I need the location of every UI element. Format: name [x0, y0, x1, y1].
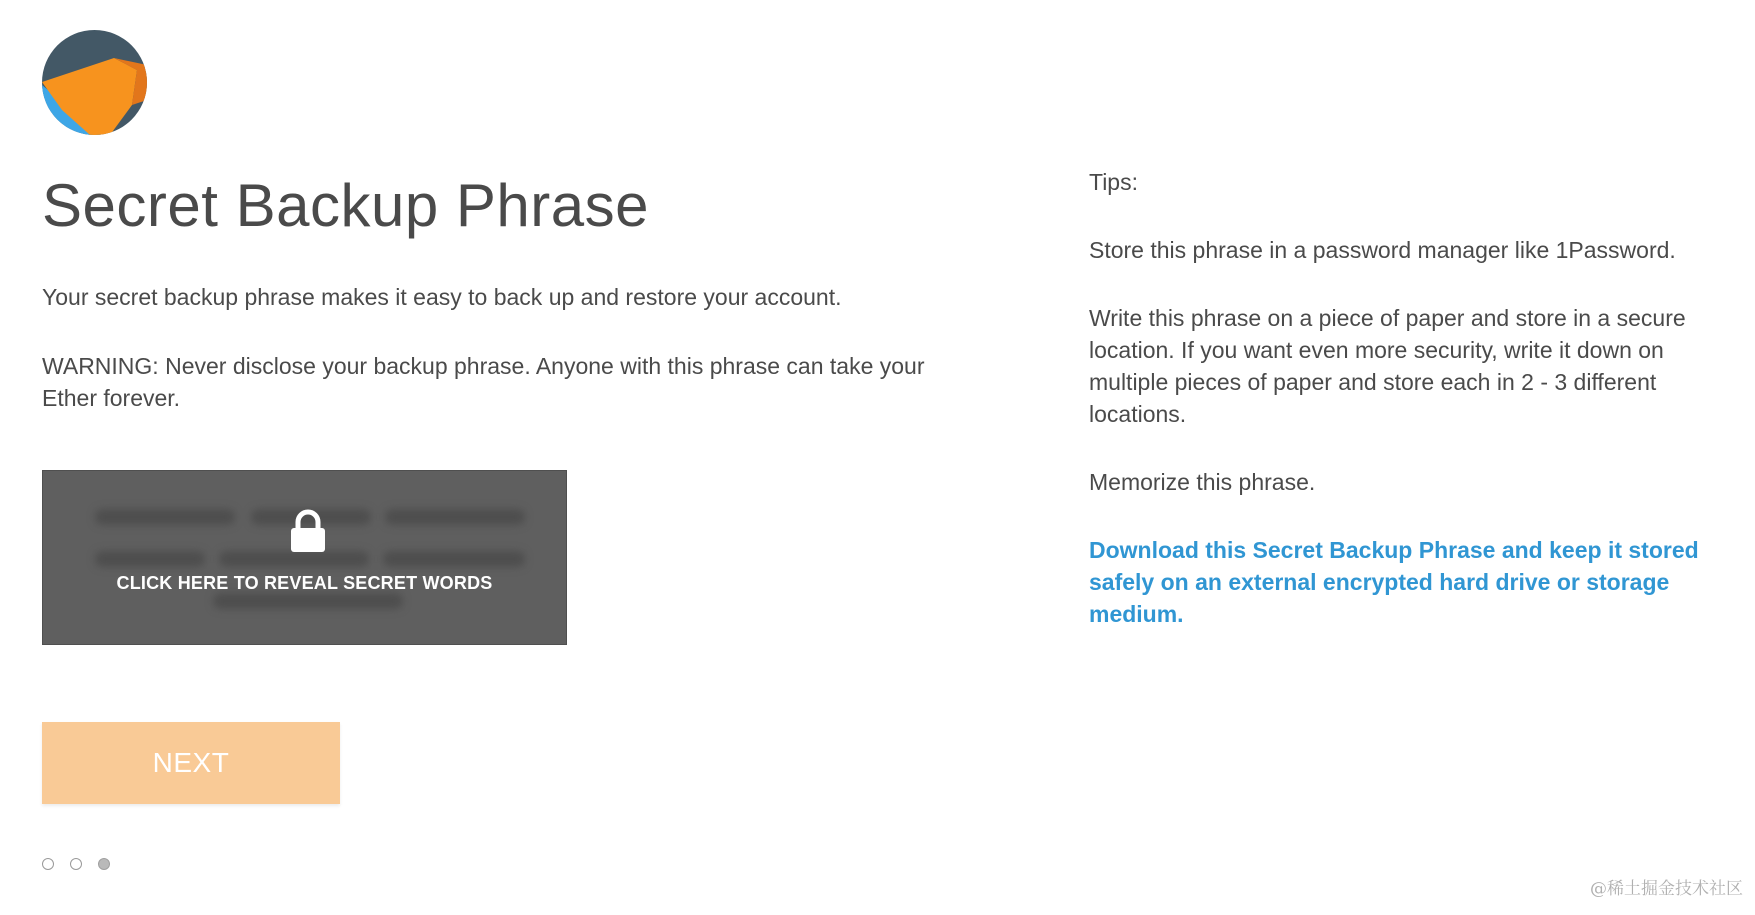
reveal-secret-words-button[interactable] — [42, 470, 567, 645]
blurred-word — [385, 509, 525, 525]
tip-paper-backup: Write this phrase on a piece of paper and store in a secure location. If you want even more security, write it down on multiple pieces of paper and store each in 2 - 3 different locations. — [1089, 305, 1686, 427]
page-dot-3-active[interactable] — [98, 858, 110, 870]
lock-icon — [289, 509, 327, 553]
page-title: Secret Backup Phrase — [42, 172, 649, 239]
metamask-logo-icon — [42, 30, 147, 135]
blurred-word — [213, 593, 403, 609]
tip-memorize: Memorize this phrase. — [1089, 469, 1316, 495]
tips-heading: Tips: — [1089, 169, 1138, 195]
page-dot-1[interactable] — [42, 858, 54, 870]
pagination-dots — [42, 858, 110, 870]
intro-text: Your secret backup phrase makes it easy to back up and restore your account. — [42, 284, 842, 310]
next-button[interactable]: NEXT — [42, 722, 340, 804]
reveal-label: CLICK HERE TO REVEAL SECRET WORDS — [116, 573, 493, 593]
page-dot-2[interactable] — [70, 858, 82, 870]
watermark: @稀土掘金技术社区 — [1590, 879, 1743, 899]
blurred-word — [383, 551, 525, 567]
tip-password-manager: Store this phrase in a password manager like 1Password. — [1089, 237, 1676, 263]
tips-panel — [1089, 166, 1739, 630]
blurred-word — [95, 551, 205, 567]
warning-text: WARNING: Never disclose your backup phrase. Anyone with this phrase can take your Ether forever. — [42, 353, 925, 411]
blurred-word — [95, 509, 235, 525]
blurred-word — [219, 551, 369, 567]
download-phrase-link[interactable]: Download this Secret Backup Phrase and keep it stored safely on an external encrypted hard drive or storage medium. — [1089, 537, 1699, 627]
